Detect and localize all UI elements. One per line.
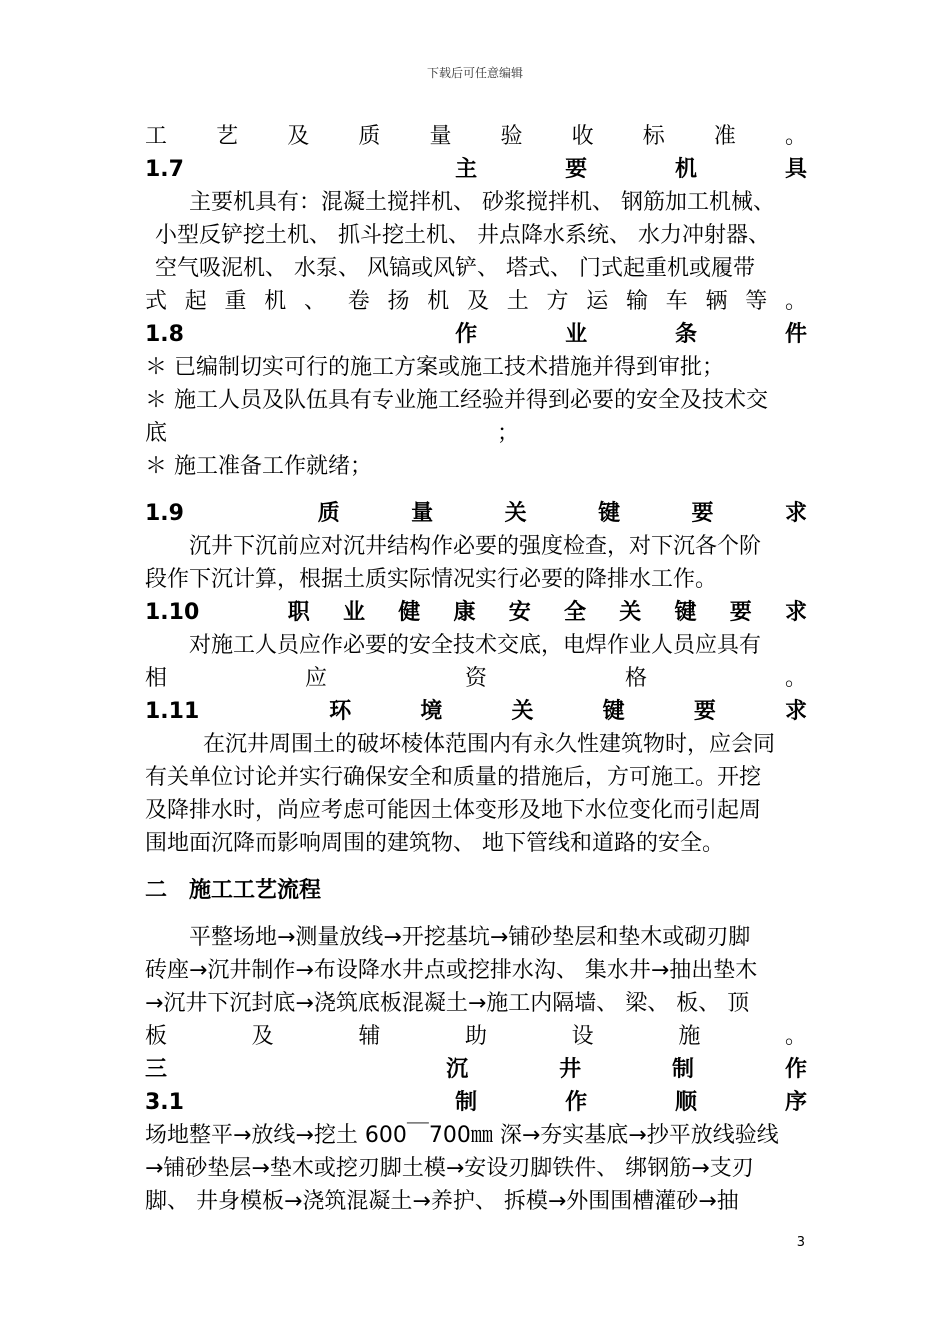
text-line: 空气吸泥机、 水泵、 风镐或风铲、 塔式、 门式起重机或履带: [155, 256, 755, 281]
bullet-item: ＊ 施工准备工作就绪；: [145, 454, 372, 479]
section-heading-1-9: 1.9 质 量 关 键 要 求: [145, 501, 807, 526]
text-line: 式 起 重 机 、 卷 扬 机 及 土 方 运 输 车 辆 等 。: [145, 289, 807, 314]
bullet-item: ＊ 已编制切实可行的施工方案或施工技术措施并得到审批；: [145, 355, 724, 380]
page-header: 下载后可任意编辑: [426, 66, 523, 80]
section-heading-1-7: 1.7 主 要 机 具: [145, 157, 807, 182]
text-line: 在沉井周围土的破坏棱体范围内有永久性建筑物时，应会同: [203, 732, 776, 757]
section-heading-2: 二 施工工艺流程: [145, 878, 322, 903]
text-line: 相 应 资 格 。: [145, 666, 807, 691]
text-line: 有关单位讨论并实行确保安全和质量的措施后，方可施工。开挖: [145, 765, 762, 790]
text-line: 主要机具有：混凝土搅拌机、 砂浆搅拌机、 钢筋加工机械、: [189, 190, 775, 215]
section-heading-1-8: 1.8 作 业 条 件: [145, 322, 807, 347]
text-line: 板 及 辅 助 设 施 。: [145, 1024, 807, 1049]
text-line: →铺砂垫层→垫木或挖刃脚土模→安设刃脚铁件、 绑钢筋→支刃: [145, 1156, 754, 1181]
page-number: 3: [796, 1235, 805, 1250]
text-line: 及降排水时，尚应考虑可能因土体变形及地下水位变化而引起周: [145, 798, 762, 823]
text-line: 平整场地→测量放线→开挖基坑→铺砂垫层和垫木或砌刃脚: [189, 925, 751, 950]
text-line: 对施工人员应作必要的安全技术交底，电焊作业人员应具有: [189, 633, 762, 658]
section-heading-3-1: 3.1 制 作 顺 序: [145, 1090, 807, 1115]
text-line: 砖座→沉井制作→布设降水井点或挖排水沟、 集水井→抽出垫木: [145, 958, 758, 983]
text-line: 围地面沉降而影响周围的建筑物、 地下管线和道路的安全。: [145, 831, 724, 856]
section-heading-1-10: 1.10 职 业 健 康 安 全 关 键 要 求: [145, 600, 807, 625]
document-body: [145, 120, 807, 1218]
text-line: 脚、 井身模板→浇筑混凝土→养护、 拆模→外围围槽灌砂→抽: [145, 1189, 739, 1214]
section-heading-3: 三 沉 井 制 作: [145, 1057, 807, 1082]
text-line: 底 ；: [145, 421, 520, 446]
text-line: 工 艺 及 质 量 验 收 标 准 。: [145, 124, 807, 149]
bullet-item: ＊ 施工人员及队伍具有专业施工经验并得到必要的安全及技术交: [145, 388, 768, 413]
text-line: →沉井下沉封底→浇筑底板混凝土→施工内隔墙、 梁、 板、 顶: [145, 991, 750, 1016]
text-line: 场地整平→放线→挖土 600￣700㎜ 深→夯实基底→抄平放线验线: [145, 1123, 779, 1148]
text-line: 段作下沉计算，根据土质实际情况实行必要的降排水工作。: [145, 567, 718, 592]
section-heading-1-11: 1.11 环 境 关 键 要 求: [145, 699, 807, 724]
text-line: 沉井下沉前应对沉井结构作必要的强度检查，对下沉各个阶: [189, 534, 762, 559]
text-line: 小型反铲挖土机、 抓斗挖土机、 井点降水系统、 水力冲射器、: [155, 223, 770, 248]
